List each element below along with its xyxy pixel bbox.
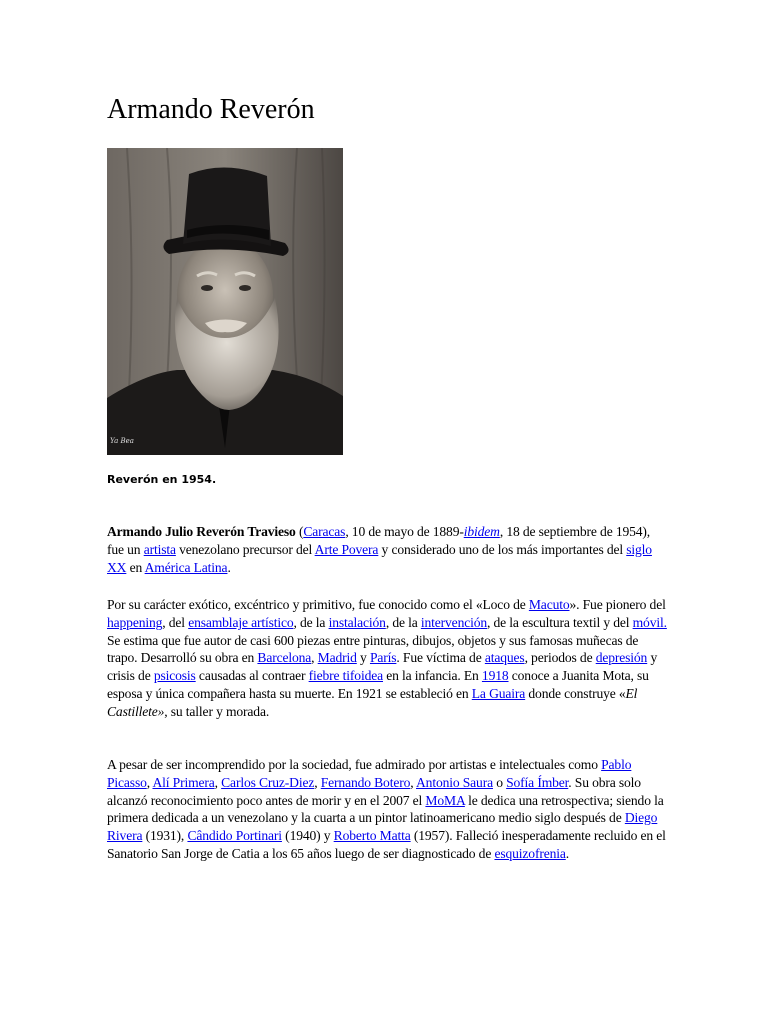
- page-title: Armando Reverón: [107, 94, 315, 125]
- link-instalacion[interactable]: instalación: [328, 614, 386, 630]
- link-sofia-imber[interactable]: Sofía Ímber: [506, 774, 569, 790]
- text: ,: [214, 774, 222, 790]
- link-pablo-picasso[interactable]: Pablo Picasso: [107, 757, 632, 790]
- text: y considerado uno de los más importantes del: [378, 541, 627, 557]
- link-arte-povera[interactable]: Arte Povera: [314, 541, 379, 557]
- link-ibidem-label: ibidem: [463, 524, 500, 539]
- text: conoce a Juanita Mota, su esposa y única compañera hasta su muerte. En 1921 se estableció en: [107, 668, 649, 701]
- portrait-photo: [107, 148, 343, 455]
- text: , 18 de septiembre de 1954), fue un: [107, 524, 651, 557]
- text: , de la escultura textil y del: [487, 614, 633, 630]
- link-la-guaira[interactable]: La Guaira: [471, 685, 526, 701]
- text: , de la: [293, 614, 329, 630]
- castillete-title: El Castillete»: [107, 685, 638, 719]
- link-intervencion[interactable]: intervención: [420, 614, 488, 630]
- link-happening[interactable]: happening: [107, 614, 163, 630]
- text: y: [356, 650, 370, 666]
- link-america-latina[interactable]: América Latina: [144, 559, 228, 575]
- text: y crisis de: [107, 650, 658, 684]
- text: , de la: [385, 614, 421, 630]
- text: Se estima que fue autor de casi 600 piezas entre pinturas, dibujos, objetos y sus famosas muñecas de trapo. Desarrolló su obra en: [107, 632, 639, 666]
- text: en: [126, 559, 145, 575]
- link-carlos-cruz-diez[interactable]: Carlos Cruz-Diez: [221, 774, 315, 790]
- text: ,: [146, 774, 153, 790]
- subject-name: Armando Julio Reverón Travieso: [107, 524, 296, 539]
- text: (1931),: [142, 828, 188, 844]
- text: . Fue víctima de: [396, 650, 485, 666]
- link-caracas[interactable]: Caracas: [303, 524, 346, 539]
- paragraph-biography: [107, 596, 667, 721]
- text: .: [227, 559, 231, 575]
- text: A pesar de ser incomprendido por la sociedad, fue admirado por artistas e intelectuales como: [107, 757, 602, 772]
- text: (1957). Falleció inesperadamente recluido en el Sanatorio San Jorge de Catia a los 65 años luego de ser diagnosticado de: [107, 828, 666, 861]
- text: (: [295, 524, 304, 539]
- link-moma[interactable]: MoMA: [425, 792, 465, 808]
- text: ». Fue pionero del: [569, 597, 666, 612]
- text: .: [565, 845, 569, 861]
- link-esquizofrenia[interactable]: esquizofrenia: [494, 845, 566, 861]
- image-caption: Reverón en 1954.: [107, 473, 217, 486]
- link-ataques[interactable]: ataques: [484, 650, 525, 666]
- text: , periodos de: [524, 650, 596, 666]
- text: . Su obra solo alcanzó reconocimiento poco antes de morir y en el 2007 el: [107, 774, 641, 808]
- text: , del: [162, 614, 189, 630]
- link-psicosis[interactable]: psicosis: [153, 668, 196, 684]
- text: venezolano precursor del: [175, 541, 315, 557]
- text: , su taller y morada.: [164, 703, 270, 719]
- link-paris[interactable]: París: [369, 650, 397, 666]
- link-1918[interactable]: 1918: [481, 668, 509, 684]
- link-fiebre-tifoidea[interactable]: fiebre tifoidea: [308, 668, 383, 684]
- link-ensamblaje-artistico[interactable]: ensamblaje artístico: [188, 614, 294, 630]
- text: , 10 de mayo de 1889-: [345, 524, 464, 539]
- link-siglo-xx[interactable]: siglo XX: [107, 541, 652, 575]
- link-fernando-botero[interactable]: Fernando Botero: [320, 774, 411, 790]
- link-antonio-saura[interactable]: Antonio Saura: [416, 774, 493, 790]
- text: causadas al contraer: [195, 668, 309, 684]
- link-artista[interactable]: artista: [143, 541, 176, 557]
- link-candido-portinari[interactable]: Cândido Portinari: [187, 828, 282, 844]
- photo-signature: Ya Bea: [110, 437, 134, 445]
- link-movil[interactable]: móvil.: [632, 614, 667, 630]
- text: o: [492, 774, 507, 790]
- text: Por su carácter exótico, excéntrico y primitivo, fue conocido como el «Loco de: [107, 597, 529, 612]
- text: donde construye «: [525, 685, 626, 701]
- link-ibidem[interactable]: [464, 524, 500, 539]
- link-ali-primera[interactable]: Alí Primera: [152, 774, 215, 790]
- link-roberto-matta[interactable]: Roberto Matta: [333, 828, 411, 844]
- text: en la infancia. En: [383, 668, 482, 684]
- text: ,: [314, 774, 321, 790]
- link-barcelona[interactable]: Barcelona: [257, 650, 312, 666]
- text: (1940) y: [281, 828, 334, 844]
- text: ,: [410, 774, 416, 790]
- paragraph-legacy: [107, 756, 667, 863]
- text: le dedica una retrospectiva; siendo la primera dedicada a un venezolano y la cuarta a un pintor latinoamericano medio siglo después de: [107, 792, 664, 826]
- link-macuto[interactable]: Macuto: [528, 597, 570, 612]
- text: ,: [311, 650, 318, 666]
- link-depresion[interactable]: depresión: [595, 650, 648, 666]
- link-diego-rivera[interactable]: Diego Rivera: [107, 810, 658, 844]
- paragraph-intro: [107, 523, 667, 576]
- link-madrid[interactable]: Madrid: [317, 650, 357, 666]
